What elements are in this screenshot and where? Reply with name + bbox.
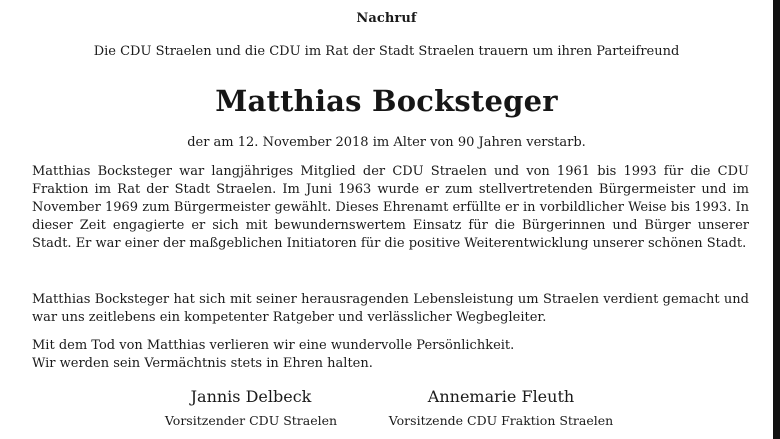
notice-heading: Nachruf [356, 11, 417, 26]
page-edge [773, 0, 780, 439]
closing-line-1: Mit dem Tod von Matthias verlieren wir eine wundervolle Persönlichkeit. [32, 338, 515, 353]
paragraph-tribute: Matthias Bocksteger hat sich mit seiner herausragenden Lebensleistung um Straelen verdient gemacht und war uns zeitlebens ein kompetenter Ratgeber und verlässlicher Wegbegleiter. [32, 292, 749, 325]
signatory-name: Jannis Delbeck [190, 387, 312, 406]
signatory-1 [146, 386, 356, 430]
signatory-2 [376, 386, 626, 430]
death-line: der am 12. November 2018 im Alter von 90 Jahren verstarb. [187, 135, 586, 150]
signatory-role: Vorsitzende CDU Fraktion Straelen [388, 413, 614, 428]
signatory-name: Annemarie Fleuth [427, 387, 575, 406]
intro-line: Die CDU Straelen und die CDU im Rat der Stadt Straelen trauern um ihren Parteifreund [93, 44, 680, 59]
signatory-role: Vorsitzender CDU Straelen [164, 413, 338, 428]
closing-line-2: Wir werden sein Vermächtnis stets in Ehren halten. [32, 356, 373, 371]
paragraph-closing [32, 337, 749, 373]
deceased-name: Matthias Bocksteger [215, 84, 558, 118]
paragraph-biography: Matthias Bocksteger war langjähriges Mitglied der CDU Straelen und von 1961 bis 1993 für die CDU Fraktion im Rat der Stadt Straelen. Im Juni 1963 wurde er zum stellvertretenden Bürgermeister und im November 1969 zum Bürgermeister gewählt. Dieses Ehrenamt erfüllte er in vorbildlicher Weise bis 1993. In dieser Zeit engagierte er sich mit bewundernswertem Einsatz für die Bürgerinnen und Bürger unserer Stadt. Er war einer der maßgeblichen Initiatoren für die positive Weiterentwicklung unserer schönen Stadt. [32, 164, 749, 251]
